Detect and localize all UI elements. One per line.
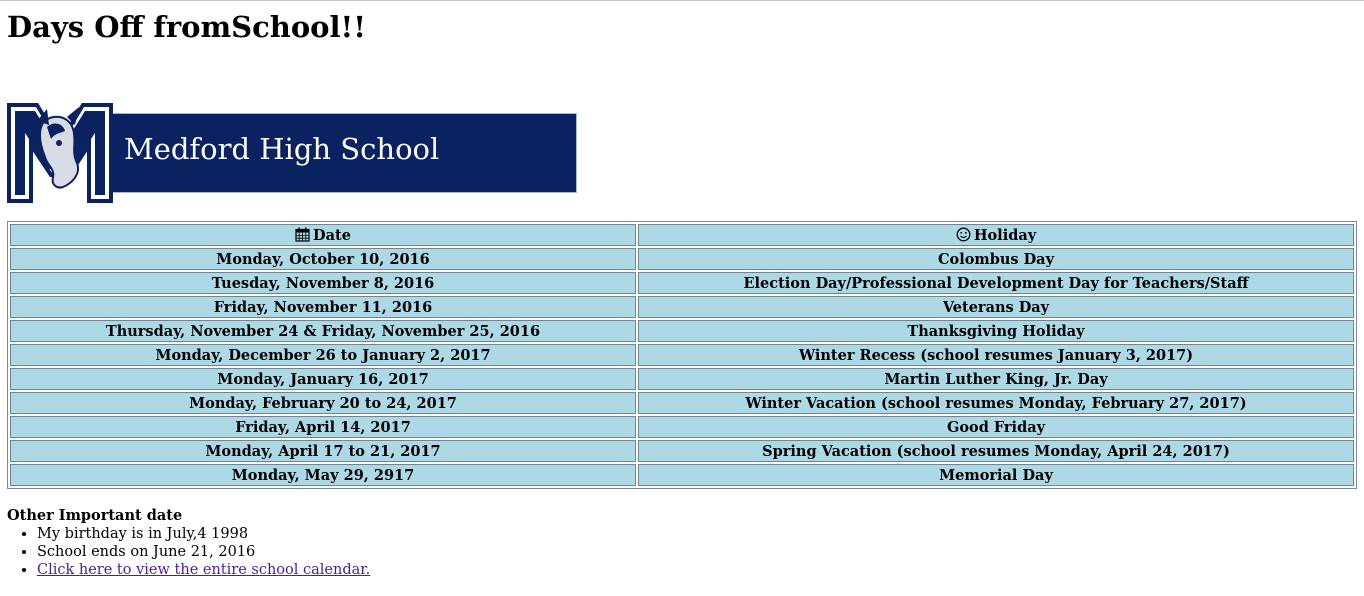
holiday-cell: Colombus Day	[638, 248, 1354, 270]
date-cell: Monday, January 16, 2017	[10, 368, 636, 390]
top-divider	[0, 0, 1364, 1]
table-row	[10, 320, 1354, 342]
date-cell: Monday, April 17 to 21, 2017	[10, 440, 636, 462]
table-row	[10, 248, 1354, 270]
holiday-cell: Thanksgiving Holiday	[638, 320, 1354, 342]
table-row	[10, 344, 1354, 366]
date-cell: Monday, October 10, 2016	[10, 248, 636, 270]
list-item: • School ends on June 21, 2016	[37, 543, 370, 561]
holiday-cell: Veterans Day	[638, 296, 1354, 318]
date-cell: Thursday, November 24 & Friday, November 25, 2016	[10, 320, 636, 342]
school-calendar-link[interactable]: Click here to view the entire school calendar.	[37, 562, 371, 578]
holiday-cell: Winter Vacation (school resumes Monday, February 27, 2017)	[638, 392, 1354, 414]
school-banner	[7, 103, 577, 203]
date-cell: Monday, February 20 to 24, 2017	[10, 392, 636, 414]
date-cell: Monday, May 29, 2917	[10, 464, 636, 486]
holiday-table	[7, 221, 1357, 489]
holiday-cell: Martin Luther King, Jr. Day	[638, 368, 1354, 390]
table-row	[10, 296, 1354, 318]
table-row	[10, 272, 1354, 294]
table-row	[10, 392, 1354, 414]
table-row	[10, 440, 1354, 462]
smiley-icon	[956, 227, 971, 242]
holiday-cell: Election Day/Professional Development Day for Teachers/Staff	[638, 272, 1354, 294]
mustang-m-logo-icon	[7, 103, 113, 203]
banner-box	[105, 113, 577, 193]
school-name: Medford High School	[124, 132, 440, 166]
holiday-cell: Spring Vacation (school resumes Monday, April 24, 2017)	[638, 440, 1354, 462]
table-row	[10, 368, 1354, 390]
calendar-icon	[295, 227, 310, 242]
table-header-row	[10, 224, 1354, 246]
holiday-header-label: Holiday	[973, 226, 1037, 244]
date-cell: Friday, April 14, 2017	[10, 416, 636, 438]
table-row	[10, 464, 1354, 486]
date-cell: Monday, December 26 to January 2, 2017	[10, 344, 636, 366]
holiday-cell: Winter Recess (school resumes January 3, 2017)	[638, 344, 1354, 366]
page-title: Days Off fromSchool!!	[7, 10, 367, 44]
date-header-label: Date	[313, 226, 351, 244]
date-cell: Tuesday, November 8, 2016	[10, 272, 636, 294]
other-dates-section	[7, 507, 370, 579]
date-header	[10, 224, 636, 246]
list-item	[37, 561, 370, 579]
other-dates-list	[7, 525, 370, 579]
holiday-cell: Good Friday	[638, 416, 1354, 438]
holiday-cell: Memorial Day	[638, 464, 1354, 486]
list-item: • My birthday is in July,4 1998	[37, 525, 370, 543]
date-cell: Friday, November 11, 2016	[10, 296, 636, 318]
table-row	[10, 416, 1354, 438]
other-dates-title: Other Important date	[7, 507, 183, 524]
holiday-header	[638, 224, 1354, 246]
